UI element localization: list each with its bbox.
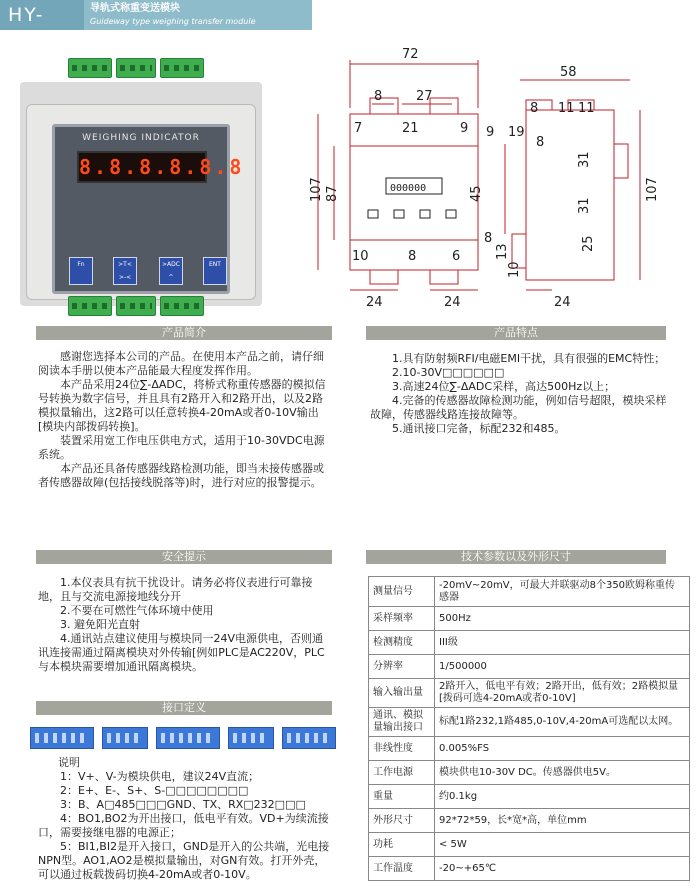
display-readout: 000000 <box>390 183 427 194</box>
safety-text <box>38 576 330 674</box>
title-cn: 导轨式称重变送模块 <box>90 3 180 14</box>
keypad <box>65 257 221 287</box>
table-row <box>369 679 690 708</box>
spec-value: -20mV~20mV，可最大并联驱动8个350欧姆称重传感器 <box>435 577 690 607</box>
spec-value: 2路开入，低电平有效；2路开出，低有效；2路模拟量[拨码可选4-20mA或者0-10V] <box>435 679 690 708</box>
spec-key: 通讯、模拟量输出接口 <box>369 708 435 737</box>
product-photo <box>16 44 266 320</box>
header-subtitle <box>84 0 312 30</box>
dim-label: 107 <box>645 177 660 202</box>
dim-label: 8 <box>530 101 539 116</box>
dim-label: 8 <box>484 231 493 246</box>
spec-key: 检测精度 <box>369 631 435 655</box>
dim-label: 19 <box>508 125 525 140</box>
spec-value: -20~+65℃ <box>435 857 690 881</box>
safety-item: 4.通讯站点建议使用与模块同一24V电源供电，否则通讯连接需通过隔离模块对外传输[例如PLC是AC220V，PLC与本模块需要增加通讯隔离模块。 <box>38 632 325 673</box>
table-row <box>369 809 690 833</box>
safety-item: 1.本仪表具有抗干扰设计。请务必将仪表进行可靠接地，且与交流电源接地线分开 <box>38 576 313 603</box>
dim-label: 8 <box>536 135 545 150</box>
front-panel <box>52 124 245 294</box>
dim-label: 27 <box>416 89 433 104</box>
dim-label: 8 <box>374 89 383 104</box>
spec-value: 0.005%FS <box>435 737 690 761</box>
table-row <box>369 833 690 857</box>
table-row <box>369 857 690 881</box>
table-row <box>369 607 690 631</box>
feature-item: 4.完备的传感器故障检测功能，例如信号超限，模块采样故障，传感器线路连接故障等。 <box>370 394 667 421</box>
dim-label: 24 <box>366 295 383 310</box>
dim-label: 24 <box>444 295 461 310</box>
safety-item: 2.不要在可燃性气体环境中使用 <box>60 604 214 617</box>
feature-item: 5.通讯接口完备，标配232和485。 <box>392 422 566 435</box>
interface-item: 1：V+、V-为模块供电，建议24V直流； <box>60 770 260 783</box>
spec-key: 功耗 <box>369 833 435 857</box>
spec-key: 工作电源 <box>369 761 435 785</box>
section-params: 技术参数以及外形尺寸 <box>366 550 666 564</box>
section-features: 产品特点 <box>366 326 666 340</box>
interface-terminal-strip <box>30 727 336 749</box>
terminal-group <box>156 727 220 749</box>
feature-item: 1.具有防射频RFI/电磁EMI干扰，具有很强的EMC特性； <box>392 352 666 365</box>
dim-label: 87 <box>325 185 340 202</box>
ent-key: ENT <box>203 257 227 285</box>
spec-value: 约0.1kg <box>435 785 690 809</box>
terminal-block-top-left <box>68 58 112 78</box>
intro-paragraph: 本产品采用24位∑-ΔADC，将桥式称重传感器的模拟信号转换为数字信号，并且具有2路开入和2路开出，以及2路模拟量输出，这2路可以任意转换4-20mA或者0-10V输出[模块内部拨码转换]。 <box>38 378 326 433</box>
terminal-block-bottom-right <box>160 296 204 316</box>
interface-text <box>38 756 332 882</box>
dim-label: 25 <box>581 235 596 252</box>
interface-item: 4：BO1,BO2为开出接口，低电平有效。VD+为续流接口，需要接继电器的电源正； <box>38 812 329 839</box>
model-label: HY-XSB <box>0 0 84 30</box>
table-row <box>369 761 690 785</box>
led-display: 8.8.8.8.8.8 <box>77 151 207 183</box>
dim-label: 6 <box>452 249 461 264</box>
terminal-group <box>228 727 274 749</box>
title-en: Guideway type weighing transfer module <box>90 17 256 26</box>
spec-key: 重量 <box>369 785 435 809</box>
table-row <box>369 737 690 761</box>
fn-key: Fn <box>69 257 93 285</box>
dimension-drawing <box>290 44 690 314</box>
terminal-group <box>282 727 336 749</box>
panel-title: WEIGHING INDICATOR <box>82 133 200 143</box>
terminal-group <box>102 727 148 749</box>
spec-table <box>368 576 690 881</box>
spec-value: 1/500000 <box>435 655 690 679</box>
terminal-block-bottom-mid <box>116 296 156 316</box>
dim-label: 10 <box>507 261 522 278</box>
dimension-drawing-svg <box>290 44 690 314</box>
dim-label: 72 <box>402 47 419 62</box>
spec-value: 92*72*59，长*宽*高，单位mm <box>435 809 690 833</box>
adc-key: >ADC ^ <box>159 257 183 285</box>
feature-item: 3.高速24位∑-ΔADC采样，高达500Hz以上； <box>392 380 616 393</box>
interface-heading: 说明 <box>58 756 80 769</box>
spec-value: < 5W <box>435 833 690 857</box>
spec-key: 输入输出量 <box>369 679 435 708</box>
terminal-group <box>30 727 94 749</box>
section-interface: 接口定义 <box>36 701 332 715</box>
table-row <box>369 631 690 655</box>
spec-value: III级 <box>435 631 690 655</box>
spec-key: 采样频率 <box>369 607 435 631</box>
terminal-block-top-right <box>160 58 204 78</box>
intro-paragraph: 感谢您选择本公司的产品。在使用本产品之前，请仔细阅读本手册以使本产品能最大程度发挥作用。 <box>38 350 324 377</box>
dim-label: 9 <box>460 121 469 136</box>
table-row <box>369 577 690 607</box>
spec-value: 500Hz <box>435 607 690 631</box>
dim-label: 45 <box>469 185 484 202</box>
section-safety: 安全提示 <box>36 550 332 564</box>
tare-key: >T< >-< <box>113 257 137 285</box>
dim-label: 9 <box>486 125 495 140</box>
dim-label: 7 <box>354 121 363 136</box>
intro-paragraph: 装置采用宽工作电压供电方式，适用于10-30VDC电源系统。 <box>38 434 325 461</box>
dim-label: 107 <box>309 177 324 202</box>
table-row <box>369 708 690 737</box>
dim-label: 8 <box>408 249 417 264</box>
spec-key: 分辨率 <box>369 655 435 679</box>
spec-value: 标配1路232,1路485,0-10V,4-20mA可选配以太网。 <box>435 708 690 737</box>
table-row <box>369 785 690 809</box>
dim-label: 11 <box>558 101 575 116</box>
dim-label: 31 <box>577 197 592 214</box>
dim-label: 10 <box>352 249 369 264</box>
intro-paragraph: 本产品还具备传感器线路检测功能，即当未接传感器或者传感器故障(包括接线脱落等)时，进行对应的报警提示。 <box>38 462 324 489</box>
intro-text <box>38 350 330 490</box>
terminal-block-bottom-left <box>68 296 112 316</box>
spec-key: 测量信号 <box>369 577 435 607</box>
spec-value: 模块供电10-30V DC。传感器供电5V。 <box>435 761 690 785</box>
dim-label: 58 <box>560 65 577 80</box>
page-header <box>0 0 312 56</box>
dim-label: 24 <box>554 295 571 310</box>
dim-label: 11 <box>578 101 595 116</box>
dim-label: 31 <box>577 151 592 168</box>
interface-item: 5：BI1,BI2是开入接口，GND是开入的公共端，光电接NPN型。AO1,AO2是模拟量输出，对GN有效。打开外壳，可以通过板载拨码切换4-20mA或者0-10V。 <box>38 840 330 881</box>
interface-item: 2：E+、E-、S+、S-□□□□□□□□ <box>60 784 249 797</box>
dim-label: 13 <box>495 243 510 260</box>
spec-key: 非线性度 <box>369 737 435 761</box>
dim-label: 21 <box>402 121 419 136</box>
safety-item: 3. 避免阳光直射 <box>60 618 140 631</box>
interface-item: 3：B、A□485□□□GND、TX、RX□232□□□ <box>60 798 306 811</box>
spec-key: 工作温度 <box>369 857 435 881</box>
table-row <box>369 655 690 679</box>
section-intro: 产品简介 <box>36 326 332 340</box>
features-text <box>370 352 672 436</box>
terminal-block-top-mid <box>116 58 156 78</box>
feature-item: 2.10-30V□□□□□□ <box>392 366 505 379</box>
spec-key: 外形尺寸 <box>369 809 435 833</box>
